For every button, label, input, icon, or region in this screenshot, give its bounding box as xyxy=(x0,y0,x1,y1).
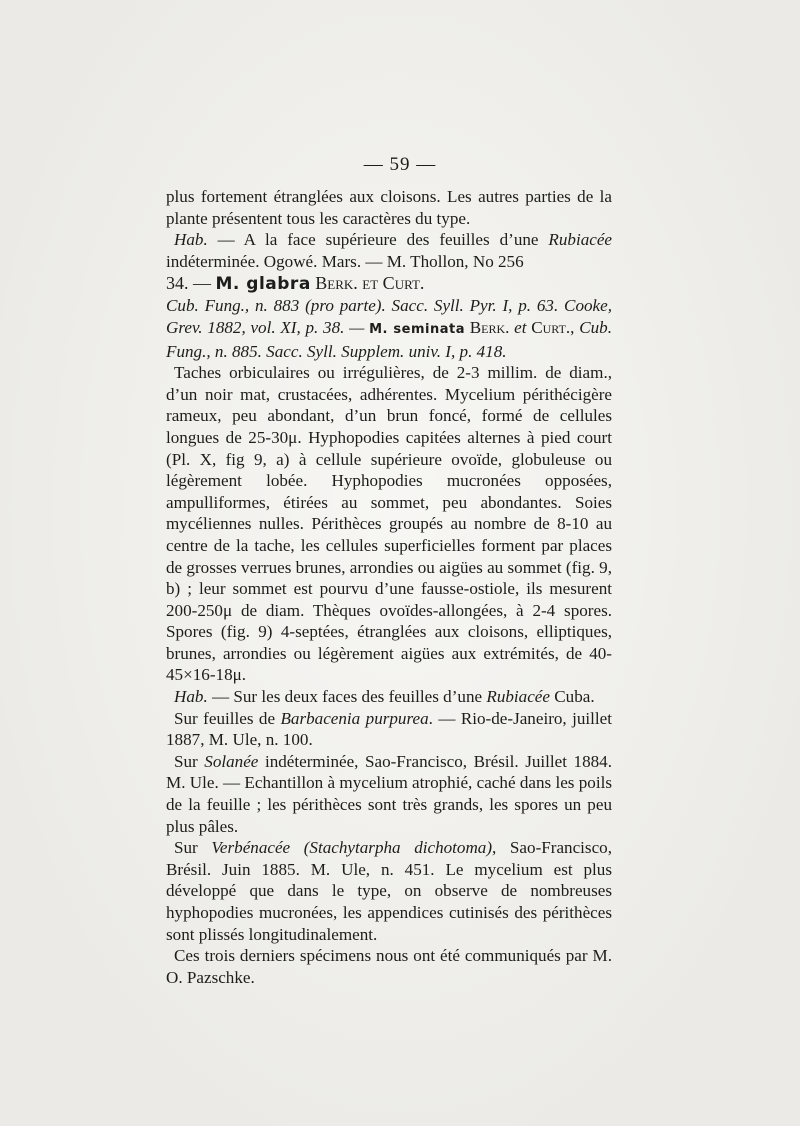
habitat-text: Cuba. xyxy=(549,687,595,707)
habitat-text: indéterminée. Ogowé. Mars. — M. Thollon, No 256 xyxy=(166,251,524,271)
family-name: Verbénacée (Stachytarpha dichotoma) xyxy=(211,838,493,858)
habitat-paragraph-2 xyxy=(166,686,612,708)
habitat-label: Hab. xyxy=(174,230,208,250)
closing-paragraph: Ces trois derniers spécimens nous ont été communiqués par M. O. Pazschke. xyxy=(166,946,612,987)
specimen-text: , Sao-Francisco, Brésil. Juin 1885. M. Ule, n. 451. Le mycelium est plus développé que dans le type, on observe de nombreuses hyphopodies mucronées, les appendices cutinisés des périthèces sont plissés longitudinalement. xyxy=(166,838,612,944)
species-name: M. glabra xyxy=(215,274,311,295)
synonym-author: Curt., xyxy=(526,317,575,337)
paragraph-continuation: plus fortement étranglées aux cloisons. Les autres parties de la plante présentent tous les caractères du type. xyxy=(166,187,612,228)
family-name: Solanée xyxy=(204,751,259,771)
species-name-host: Barbacenia purpurea xyxy=(280,708,429,728)
page-number: — 59 — xyxy=(363,154,437,175)
text-body xyxy=(166,186,612,988)
bibliography-ref: Cub. Fung., n. 885. Sacc. Syll. Supplem. univ. I, p. 418. xyxy=(166,317,612,361)
description-paragraph: Taches orbiculaires ou irrégulières, de 2-3 millim. de diam., d’un noir mat, crustacées, adhérentes. Mycelium périthécigère rameux, peu abondant, d’un brun foncé, formé de cellules longues de 25-30μ. Hyphopodies capitées alternes à pied court (Pl. X, fig 9, a) à cellule supérieure ovoïde, globuleuse ou légèrement lobée. Hyphopodies mucronées opposées, ampulliformes, étirées au sommet, peu abondantes. Soies mycéliennes nulles. Périthèces groupés au nombre de 8-10 au centre de la tache, les cellules superficielles forment par places de grosses verrues brunes, arrondies ou aigües au sommet (fig. 9, b) ; leur sommet est pourvu d’une fausse-ostiole, ils mesurent 200-250μ de diam. Thèques ovoïdes-allongées, à 2-4 spores. Spores (fig. 9) 4-septées, étranglées aux cloisons, elliptiques, brunes, arrondies ou légèrement aigües aux extrémités, de 40-45×16-18μ. xyxy=(166,363,612,685)
species-number: 34. — xyxy=(166,273,216,294)
specimen-paragraph xyxy=(166,708,612,751)
bibliography xyxy=(166,295,612,362)
specimen-text: indéterminée, Sao-Francisco, Brésil. Juillet 1884. M. Ule. — Echantillon à mycelium atrophié, caché dans les poils de la feuille ; les périthèces sont très grands, les spores un peu plus pâles. xyxy=(166,751,612,836)
specimen-text: Sur xyxy=(174,751,205,771)
synonym-name: M. seminata xyxy=(369,321,466,337)
species-author: Berk. et Curt. xyxy=(310,273,425,294)
bibliography-ref: Cub. Fung., n. 883 (pro parte). Sacc. Syll. Pyr. I, p. 63. Cooke, Grev. 1882, vol. XI, p. 38. — xyxy=(166,296,612,337)
specimen-text: Sur xyxy=(174,838,212,858)
habitat-text: — Sur les deux faces des feuilles d’une xyxy=(207,687,487,707)
habitat-text: — A la face supérieure des feuilles d’une xyxy=(207,230,549,250)
specimen-paragraph xyxy=(166,837,612,945)
species-heading xyxy=(166,272,612,295)
specimen-text: Sur feuilles de xyxy=(174,708,281,728)
family-name: Rubiacée xyxy=(548,230,612,250)
synonym-author: Berk. xyxy=(465,317,515,337)
specimen-text: . — Rio-de-Janeiro, juillet 1887, M. Ule, n. 100. xyxy=(166,708,613,750)
habitat-label: Hab. xyxy=(174,687,208,707)
synonym-conjunction: et xyxy=(514,317,527,337)
habitat-paragraph-1 xyxy=(166,229,612,272)
specimen-paragraph xyxy=(166,751,612,837)
family-name: Rubiacée xyxy=(486,687,550,707)
